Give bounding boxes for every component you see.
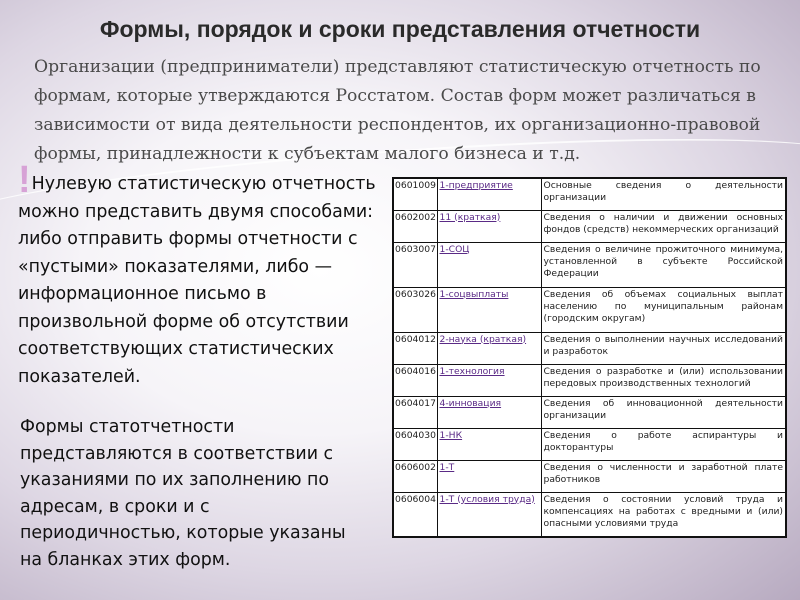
form-code: 0604012: [393, 332, 437, 364]
form-code: 0601009: [393, 178, 437, 210]
form-description: Основные сведения о деятельности организации: [541, 178, 786, 210]
form-name-link[interactable]: 1-предприятие: [437, 178, 541, 210]
form-code: 0604030: [393, 428, 437, 460]
table-row: [393, 210, 786, 242]
form-name-link[interactable]: 4-инновация: [437, 396, 541, 428]
form-code: 0604017: [393, 396, 437, 428]
form-description: Сведения о работе аспирантуры и докторантуры: [541, 428, 786, 460]
form-description: Сведения о численности и заработной плате работников: [541, 460, 786, 492]
form-code: 0606004: [393, 492, 437, 537]
form-name-link[interactable]: 1-Т: [437, 460, 541, 492]
submission-paragraph: Формы статотчетности представляются в соответствии с указаниями по их заполнению по адресам, в сроки и с периодичностью, которые указаны на бланках этих форм.: [20, 417, 346, 570]
form-code: 0603007: [393, 242, 437, 287]
table-row: [393, 364, 786, 396]
form-description: Сведения о состоянии условий труда и компенсациях на работах с вредными и (или) опасными условиями труда: [541, 492, 786, 537]
forms-table: [392, 177, 787, 538]
form-description: Сведения о наличии и движении основных фондов (средств) некоммерческих организаций: [541, 210, 786, 242]
form-code: 0603026: [393, 287, 437, 332]
form-description: Сведения о разработке и (или) использовании передовых производственных технологий: [541, 364, 786, 396]
table-row: [393, 242, 786, 287]
form-description: Сведения о величине прожиточного минимума, установленной в субъекте Российской Федерации: [541, 242, 786, 287]
table-row: [393, 178, 786, 210]
exclamation-mark: !: [18, 159, 31, 201]
table-row: [393, 492, 786, 537]
form-code: 0606002: [393, 460, 437, 492]
table-row: [393, 396, 786, 428]
form-name-link[interactable]: 1-НК: [437, 428, 541, 460]
form-name-link[interactable]: 1-Т (условия труда): [437, 492, 541, 537]
form-name-link[interactable]: 2-наука (краткая): [437, 332, 541, 364]
form-name-link[interactable]: 1-соцвыплаты: [437, 287, 541, 332]
form-name-link[interactable]: 1-СОЦ: [437, 242, 541, 287]
zero-reporting-text: Нулевую статистическую отчетность можно представить двумя способами: либо отправить формы отчетности с «пустыми» показателями, либо — информационное письмо в произвольной форме об отсутствии соответствующих статистических показателей.: [18, 174, 376, 387]
page-title: Формы, порядок и сроки представления отчетности: [99, 16, 701, 42]
form-description: Сведения об объемах социальных выплат населению по муниципальным районам (городским округам): [541, 287, 786, 332]
form-description: Сведения об инновационной деятельности организации: [541, 396, 786, 428]
zero-reporting-paragraph: [18, 159, 383, 391]
table-row: [393, 428, 786, 460]
table-row: [393, 287, 786, 332]
table-row: [393, 332, 786, 364]
form-name-link[interactable]: 11 (краткая): [437, 210, 541, 242]
form-description: Сведения о выполнении научных исследований и разработок: [541, 332, 786, 364]
form-name-link[interactable]: 1-технология: [437, 364, 541, 396]
form-code: 0604016: [393, 364, 437, 396]
form-code: 0602002: [393, 210, 437, 242]
intro-paragraph: Организации (предприниматели) представляют статистическую отчетность по формам, которые утверждаются Росстатом. Состав форм может различаться в зависимости от вида деятельности респондентов, их организационно-правовой формы, принадлежности к субъектам малого бизнеса и т.д.: [34, 57, 761, 164]
table-row: [393, 460, 786, 492]
